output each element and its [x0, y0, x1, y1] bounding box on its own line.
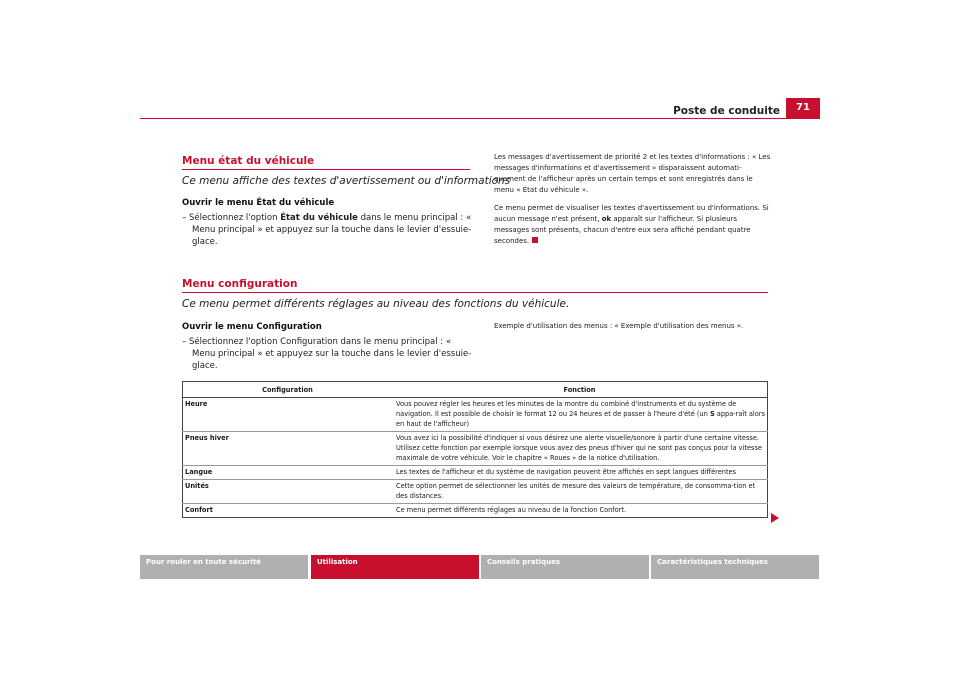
row-description	[392, 398, 768, 432]
row-name: Langue	[183, 466, 393, 480]
table-header-row	[183, 382, 768, 398]
instruction-step	[182, 212, 474, 248]
table-row	[183, 432, 768, 466]
page-header-title: Poste de conduite	[673, 105, 780, 117]
footer-tab-operation[interactable]: Utilisation	[311, 555, 479, 579]
section-subtitle-vehicle-state: Ce menu affiche des textes d'avertissement ou d'informations	[182, 175, 511, 187]
page-number: 71	[786, 98, 820, 118]
ok-label: ok	[601, 215, 612, 223]
column-header-configuration: Configuration	[183, 382, 393, 398]
next-page-arrow-icon[interactable]	[771, 513, 779, 523]
section-subtitle-configuration: Ce menu permet différents réglages au niveau des fonctions du véhicule.	[182, 298, 570, 310]
instruction-step: – Sélectionnez l'option Configuration dans le menu principal : « Menu principal » et appuyez sur la touche dans le levier d'essuie-glace.	[182, 337, 472, 371]
info-text-end: apparaît sur l'afficheur. Si plusieurs messages sont présents, chacun d'entre eux sera affiché pendant quatre secondes.	[494, 215, 751, 245]
row-name: Heure	[183, 398, 393, 432]
row-name: Pneus hiver	[183, 432, 393, 466]
table-row	[183, 398, 768, 432]
row-description: Vous avez ici la possibilité d'indiquer si vous désirez une alerte visuelle/sonore à partir d'une certaine vitesse. Utilisez cette fonction par exemple lorsque vous avez des pneus d'hiver qui ne sont pas conçus pour la vitesse maximale de votre véhicule. Voir le chapitre « Roues » de la notice d'utilisation.	[392, 432, 768, 466]
step-option-name: État du véhicule	[280, 213, 358, 223]
subheading-open-configuration: Ouvrir le menu Configuration	[182, 322, 322, 332]
section-divider	[182, 292, 768, 293]
footer-tab-technical-specs[interactable]: Caractéristiques techniques	[651, 555, 819, 579]
section-title-vehicle-state: Menu état du véhicule	[182, 155, 315, 167]
column-header-function: Fonction	[392, 382, 768, 398]
configuration-table	[182, 381, 768, 518]
table-row	[183, 504, 768, 518]
footer-tab-practical-tips[interactable]: Conseils pratiques	[481, 555, 649, 579]
section-title-configuration: Menu configuration	[182, 278, 298, 290]
info-paragraph-2	[494, 203, 772, 247]
footer-tab-safety[interactable]: Pour rouler en toute sécurité	[140, 555, 308, 579]
step-text: – Sélectionnez l'option	[182, 213, 281, 223]
info-paragraph-1: Les messages d'avertissement de priorité 2 et les textes d'informations : « Les messages d'informations et d'avertissement » disparaissent automati-quement de l'afficheur après un certain temps et sont enregistrés dans le menu « État du véhicule ».	[494, 153, 771, 194]
row-description: Les textes de l'afficheur et du système de navigation peuvent être affichés en sept langues différentes	[392, 466, 768, 480]
table-row	[183, 466, 768, 480]
description-text: Vous pouvez régler les heures et les minutes de la montre du combiné d'instruments et du système de navigation. Il est possible de choisir le format 12 ou 24 heures et de passer à l'heure d'été (un	[396, 400, 737, 418]
row-name: Unités	[183, 480, 393, 504]
section-divider	[182, 169, 470, 170]
row-name: Confort	[183, 504, 393, 518]
info-text: Ce menu permet de visualiser les textes d'avertissement ou d'informations. Si aucun message n'est présent,	[494, 204, 769, 223]
description-text-end: appa-raît alors en haut de l'afficheur)	[396, 410, 765, 428]
table-row	[183, 480, 768, 504]
example-reference: Exemple d'utilisation des menus : « Exemple d'utilisation des menus ».	[494, 322, 744, 330]
subheading-open-vehicle-state: Ouvrir le menu État du véhicule	[182, 198, 335, 208]
step-text-end: dans le menu principal : « Menu principal » et appuyez sur la touche dans le levier d'essuie-glace.	[192, 213, 472, 247]
header-divider	[140, 118, 820, 119]
row-description: Ce menu permet différents réglages au niveau de la fonction Confort.	[392, 504, 768, 518]
end-of-section-icon	[532, 237, 538, 243]
row-description: Cette option permet de sélectionner les unités de mesure des valeurs de température, de consomma-tion et des distances.	[392, 480, 768, 504]
summer-time-symbol: S	[709, 410, 715, 418]
